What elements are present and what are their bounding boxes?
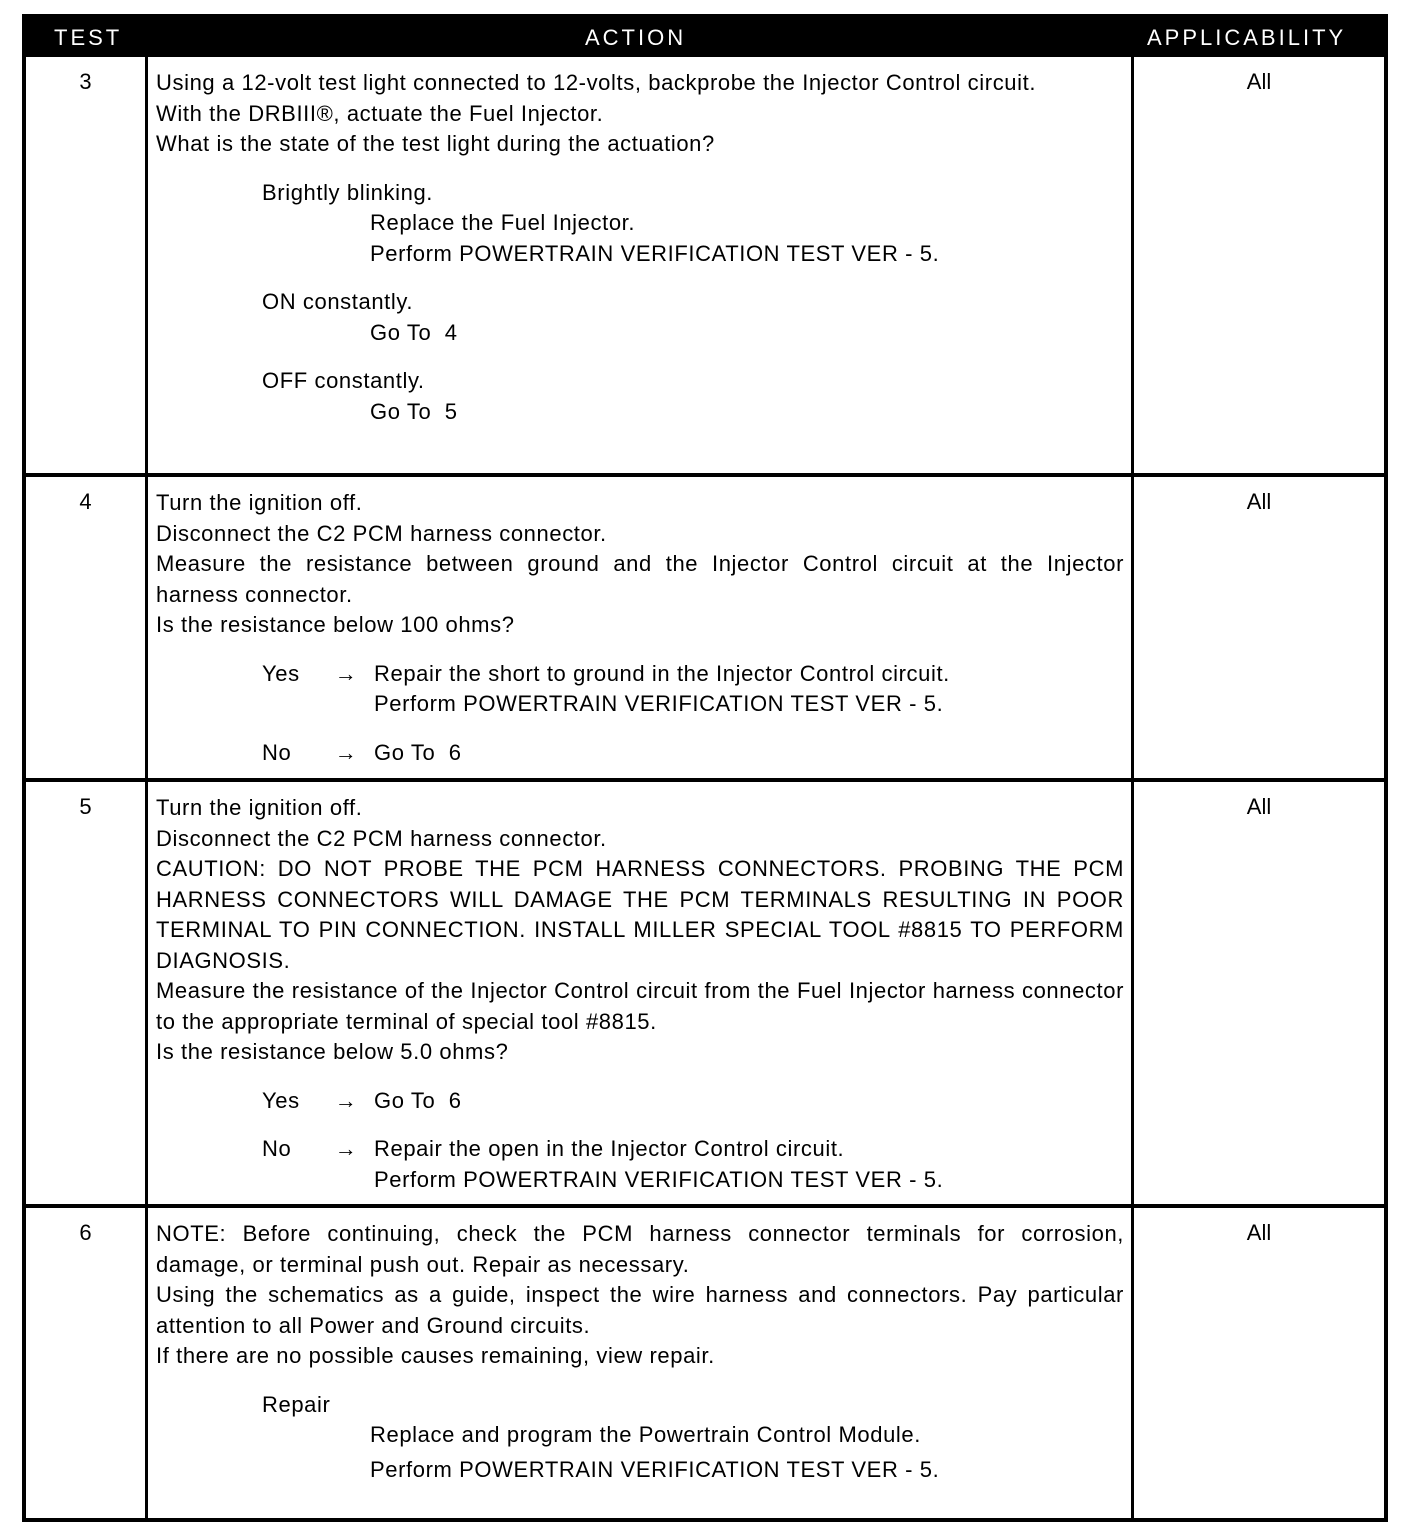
arrow-icon: → bbox=[334, 660, 358, 686]
test-number: 4 bbox=[79, 489, 92, 514]
caution-text: CAUTION: DO NOT PROBE THE PCM HARNESS CONNECTORS. PROBING THE PCM HARNESS CONNECTORS WILL DAMAGE THE PCM TERMINALS RESULTING IN POOR TERMINAL TO PIN CONNECTION. INSTALL MILLER SPECIAL TOOL #8815 TO PERFORM DIAGNOSIS. bbox=[156, 856, 1124, 973]
option-label: OFF constantly. bbox=[262, 368, 425, 393]
test-action bbox=[156, 793, 1124, 1195]
action-line: Is the resistance below 5.0 ohms? bbox=[156, 1039, 509, 1064]
option-result: Replace the Fuel Injector. bbox=[370, 210, 636, 235]
action-line: Is the resistance below 100 ohms? bbox=[156, 612, 515, 637]
no-label: No bbox=[262, 1136, 292, 1161]
action-line: Turn the ignition off. bbox=[156, 490, 363, 515]
action-line: What is the state of the test light during the actuation? bbox=[156, 131, 715, 156]
option-result: Replace and program the Powertrain Control Module. bbox=[370, 1422, 921, 1447]
no-result: Perform POWERTRAIN VERIFICATION TEST VER - 5. bbox=[374, 1166, 944, 1192]
yes-branch bbox=[156, 1086, 1124, 1117]
arrow-icon: → bbox=[334, 739, 358, 765]
no-branch bbox=[156, 738, 1124, 769]
test-row-6 bbox=[26, 1204, 1384, 1518]
yes-branch bbox=[156, 659, 1124, 690]
applicability-value: All bbox=[1246, 1220, 1272, 1245]
header-applicability: APPLICABILITY bbox=[1147, 25, 1347, 50]
table-header bbox=[26, 18, 1384, 57]
option-result: Perform POWERTRAIN VERIFICATION TEST VER - 5. bbox=[370, 1456, 940, 1482]
test-number: 3 bbox=[79, 69, 92, 94]
action-line: Disconnect the C2 PCM harness connector. bbox=[156, 520, 607, 546]
diagnostic-test-table bbox=[22, 14, 1388, 1522]
yes-label: Yes bbox=[262, 1087, 300, 1113]
applicability-value: All bbox=[1246, 69, 1272, 94]
no-branch bbox=[156, 1134, 1124, 1165]
test-row-4 bbox=[26, 473, 1384, 778]
test-action bbox=[156, 68, 1124, 427]
test-row-5 bbox=[26, 778, 1384, 1204]
option-label: Brightly blinking. bbox=[262, 179, 433, 205]
action-line: If there are no possible causes remaining, view repair. bbox=[156, 1343, 715, 1368]
test-row-3 bbox=[26, 57, 1384, 473]
action-line: Using a 12-volt test light connected to 12-volts, backprobe the Injector Control circuit. bbox=[156, 70, 1037, 95]
yes-result: Repair the short to ground in the Injector Control circuit. bbox=[374, 660, 950, 686]
action-line: Disconnect the C2 PCM harness connector. bbox=[156, 825, 607, 851]
action-line: Using the schematics as a guide, inspect the wire harness and connectors. Pay particular attention to all Power and Ground circuits. bbox=[156, 1282, 1124, 1338]
option-result: Perform POWERTRAIN VERIFICATION TEST VER - 5. bbox=[370, 240, 940, 266]
action-line: Turn the ignition off. bbox=[156, 795, 363, 820]
test-number: 6 bbox=[79, 1220, 92, 1245]
applicability-value: All bbox=[1246, 794, 1272, 819]
no-result: Go To 6 bbox=[374, 739, 462, 765]
action-line: Measure the resistance between ground and the Injector Control circuit at the Injector harness connector. bbox=[156, 551, 1124, 607]
arrow-icon: → bbox=[334, 1087, 358, 1113]
yes-result: Go To 6 bbox=[374, 1087, 462, 1113]
yes-label: Yes bbox=[262, 660, 300, 686]
applicability-value: All bbox=[1246, 489, 1272, 514]
option-result: Go To 5 bbox=[370, 398, 458, 424]
header-test: TEST bbox=[54, 25, 123, 50]
no-result: Repair the open in the Injector Control circuit. bbox=[374, 1136, 845, 1161]
test-number: 5 bbox=[79, 794, 92, 819]
yes-result: Perform POWERTRAIN VERIFICATION TEST VER - 5. bbox=[374, 691, 944, 716]
option-label: ON constantly. bbox=[262, 289, 414, 314]
test-action bbox=[156, 1219, 1124, 1485]
arrow-icon: → bbox=[334, 1136, 358, 1161]
action-line: Measure the resistance of the Injector Control circuit from the Fuel Injector harness connector to the appropriate terminal of special tool #8815. bbox=[156, 978, 1124, 1034]
option-result: Go To 4 bbox=[370, 319, 458, 345]
option-label: Repair bbox=[262, 1391, 331, 1417]
note-text: NOTE: Before continuing, check the PCM harness connector terminals for corrosion, damage, or terminal push out. Repair as necessary. bbox=[156, 1221, 1124, 1277]
action-line: With the DRBIII®, actuate the Fuel Injector. bbox=[156, 100, 604, 126]
header-action: ACTION bbox=[585, 25, 687, 50]
no-label: No bbox=[262, 739, 292, 765]
test-action bbox=[156, 488, 1124, 768]
